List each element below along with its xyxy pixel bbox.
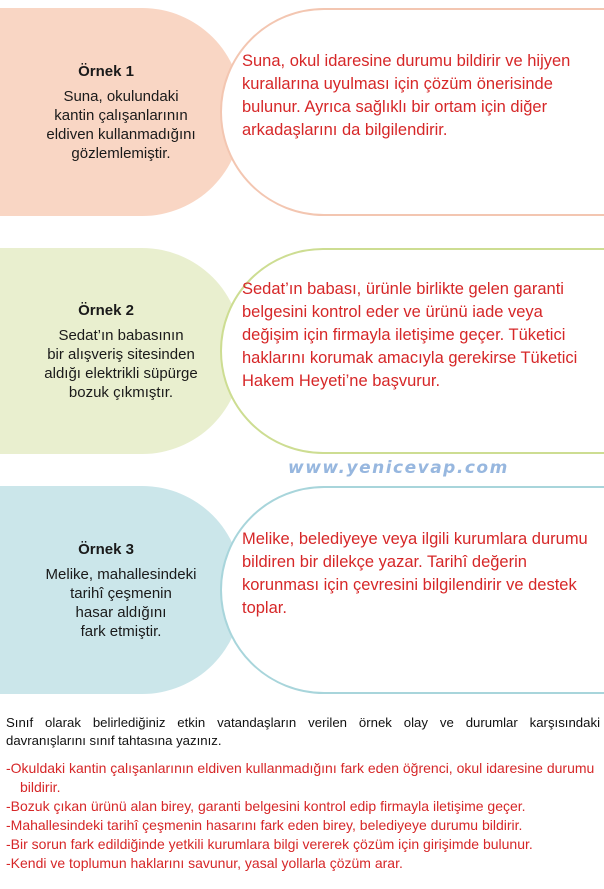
example-3-case-card bbox=[0, 486, 242, 694]
watermark-text: www.yenicevap.com bbox=[288, 458, 509, 478]
example-1-line-2: kantin çalışanlarının bbox=[54, 106, 188, 124]
example-2-answer-bubble bbox=[220, 248, 604, 454]
example-2-case-card bbox=[0, 248, 242, 454]
example-1-case-text bbox=[0, 87, 221, 163]
example-1-answer-text: Suna, okul idaresine durumu bildirir ve hijyen kurallarına uyulması için çözüm önerisinde bulunur. Ayrıca sağlıklı bir ortam için diğer arkadaşlarını da bilgilendirir. bbox=[242, 52, 571, 139]
answer-item-4: -Bir sorun fark edildiğinde yetkili kurumlara bilgi vererek çözüm için girişimde bulunur. bbox=[6, 836, 533, 852]
example-2-line-1: Sedat’ın babasının bbox=[58, 326, 184, 344]
answer-item-2: -Bozuk çıkan ürünü alan birey, garanti belgesini kontrol edip firmayla iletişime geçer. bbox=[6, 798, 526, 814]
example-3-title: Örnek 3 bbox=[78, 540, 134, 558]
question-text: Sınıf olarak belirlediğiniz etkin vatandaşların verilen örnek olay ve durumlar karşısındaki davranışlarını sınıf tahtasına yazınız. bbox=[6, 715, 600, 748]
answer-item-5: -Kendi ve toplumun haklarını savunur, yasal yollarla çözüm arar. bbox=[6, 855, 403, 871]
example-3-case-text bbox=[0, 565, 221, 641]
example-3-answer-bubble bbox=[220, 486, 604, 694]
example-1-line-3: eldiven kullanmadığını bbox=[46, 125, 196, 143]
example-1 bbox=[0, 8, 604, 216]
answer-list bbox=[6, 759, 604, 873]
example-3-line-2: tarihî çeşmenin bbox=[70, 584, 172, 602]
example-1-title: Örnek 1 bbox=[78, 62, 134, 80]
example-2-answer-text: Sedat’ın babası, ürünle birlikte gelen garanti belgesini kontrol eder ve ürünü iade veya değişim için firmayla iletişime geçer. Tüketici haklarını korumak amacıyla gerekirse Tüketici Hakem Heyeti’ne başvurur. bbox=[242, 279, 578, 390]
example-2-line-4: bozuk çıkmıştır. bbox=[68, 383, 174, 401]
example-1-line-4: gözlemlemiştir. bbox=[71, 144, 171, 162]
example-3 bbox=[0, 486, 604, 694]
example-2-case-text bbox=[0, 326, 221, 402]
example-3-answer-text: Melike, belediyeye veya ilgili kurumlara durumu bildiren bir dilekçe yazar. Tarihî değerin korunması için çevresini bilgilendirir ve destek toplar. bbox=[242, 530, 588, 617]
answer-item-3: -Mahallesindeki tarihî çeşmenin hasarını fark eden birey, belediyeye durumu bildirir. bbox=[6, 817, 523, 833]
example-3-line-3: hasar aldığını bbox=[75, 603, 167, 621]
example-1-case-card bbox=[0, 8, 242, 216]
example-2 bbox=[0, 248, 604, 454]
answer-item-1: -Okuldaki kantin çalışanlarının eldiven kullanmadığını fark eden öğrenci, okul idaresine durumu bildirir. bbox=[6, 760, 595, 795]
example-2-line-2: bir alışveriş sitesinden bbox=[47, 345, 195, 363]
example-2-line-3: aldığı elektrikli süpürge bbox=[44, 364, 198, 382]
example-2-title: Örnek 2 bbox=[78, 301, 134, 319]
example-3-line-1: Melike, mahallesindeki bbox=[45, 565, 197, 583]
example-1-line-1: Suna, okulundaki bbox=[63, 87, 179, 105]
example-3-line-4: fark etmiştir. bbox=[80, 622, 162, 640]
example-1-answer-bubble bbox=[220, 8, 604, 216]
